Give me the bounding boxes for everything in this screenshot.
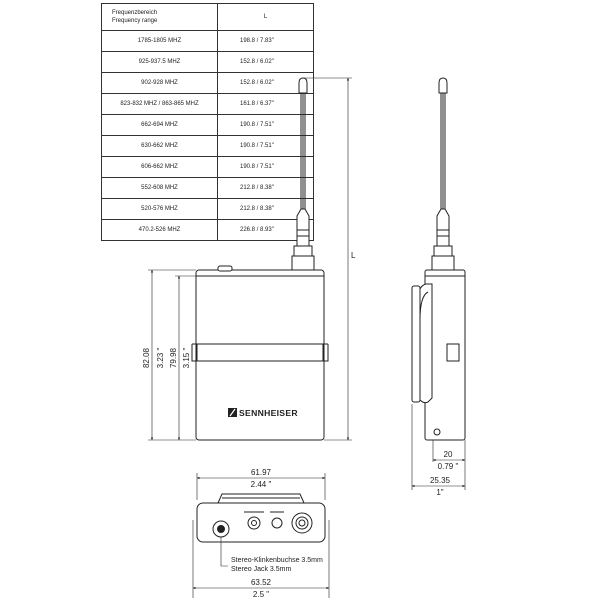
dim-height-in: 3.23 " <box>156 347 165 369</box>
side-antenna <box>432 78 454 270</box>
length-cell: 190.8 / 7.51" <box>218 115 314 136</box>
length-cell: 152.8 / 6.02" <box>218 52 314 73</box>
dim-overall-in: 2.5 " <box>252 590 270 599</box>
frequency-cell: 902-928 MHZ <box>102 73 218 94</box>
dim-width-in: 2.44 " <box>250 480 272 489</box>
side-view <box>412 78 465 440</box>
side-screw <box>434 429 440 435</box>
frequency-cell: 520-576 MHZ <box>102 199 218 220</box>
length-cell: 198.8 / 7.83" <box>218 31 314 52</box>
dim-body-in: 3.15 " <box>182 347 191 369</box>
dim-depth-in: 1" <box>436 488 444 497</box>
frequency-cell: 630-662 MHZ <box>102 136 218 157</box>
dim-depth-mm: 25.35 <box>429 476 451 485</box>
top-view <box>197 494 325 542</box>
table-header-length: L <box>218 4 314 31</box>
jack-label-de: Stereo-Klinkenbuchse 3.5mm <box>231 557 323 564</box>
frequency-cell: 1785-1805 MHZ <box>102 31 218 52</box>
frequency-cell: 470.2-526 MHZ <box>102 220 218 241</box>
header-frequency-en: Frequency range <box>112 18 158 24</box>
frequency-cell: 823-832 MHZ / 863-865 MHZ <box>102 94 218 115</box>
front-view <box>192 78 328 440</box>
dim-l-label: L <box>351 251 356 260</box>
front-antenna <box>292 78 314 270</box>
frequency-cell: 662-694 MHZ <box>102 115 218 136</box>
dim-clip-in: 0.79 " <box>437 462 459 471</box>
frequency-cell: 552-608 MHZ <box>102 178 218 199</box>
jack-label-en: Stereo Jack 3.5mm <box>231 566 292 573</box>
front-top-button <box>218 266 232 271</box>
length-cell: 212.8 / 8.38" <box>218 178 314 199</box>
length-cell: 152.8 / 6.02" <box>218 73 314 94</box>
header-frequency-de: Frequenzbereich <box>112 10 158 16</box>
brand-text: SENNHEISER <box>239 408 298 418</box>
dim-width-mm: 61.97 <box>250 468 272 477</box>
length-cell: 161.8 / 6.37" <box>218 94 314 115</box>
frequency-cell: 925-937.5 MHZ <box>102 52 218 73</box>
dim-clip-mm: 20 <box>443 450 453 459</box>
dim-overall-mm: 63.52 <box>250 578 272 587</box>
length-cell: 212.8 / 8.38" <box>218 199 314 220</box>
dim-body-mm: 79.98 <box>169 347 178 369</box>
length-cell: 190.8 / 7.51" <box>218 157 314 178</box>
dim-height-mm: 82.08 <box>142 347 151 369</box>
side-battery-bump <box>447 344 459 361</box>
length-cell: 190.8 / 7.51" <box>218 136 314 157</box>
frequency-cell: 606-662 MHZ <box>102 157 218 178</box>
mute-switch <box>272 518 282 528</box>
sennheiser-logo <box>228 408 298 418</box>
length-cell: 226.8 / 8.93" <box>218 220 314 241</box>
